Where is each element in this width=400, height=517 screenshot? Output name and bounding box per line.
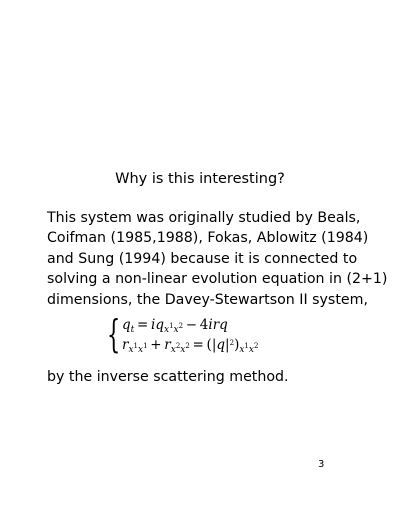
slide-heading: Why is this interesting? — [115, 171, 285, 187]
paragraph-line: dimensions, the Davey-Stewartson II system, — [47, 291, 368, 308]
equation-2: $r_{x^1x^1} + r_{x^2x^2} = (|q|^2)_{x^1x^2}$ — [122, 337, 259, 355]
paragraph-line: This system was originally studied by Beals, — [47, 210, 361, 226]
page-number: 3 — [318, 459, 325, 470]
paragraph-line: Coifman (1985,1988), Fokas, Ablowitz (1984) — [47, 230, 369, 247]
equation-system — [107, 313, 307, 359]
paragraph-line: and Sung (1994) because it is connected to — [47, 250, 358, 267]
left-brace: { — [107, 312, 121, 356]
body-paragraph — [47, 208, 388, 310]
paragraph-line: solving a non-linear evolution equation in (2+1) — [47, 271, 388, 288]
equation-1: $q_t = iq_{x^1x^2} - 4irq$ — [122, 317, 228, 335]
trailing-text: by the inverse scattering method. — [47, 369, 289, 385]
